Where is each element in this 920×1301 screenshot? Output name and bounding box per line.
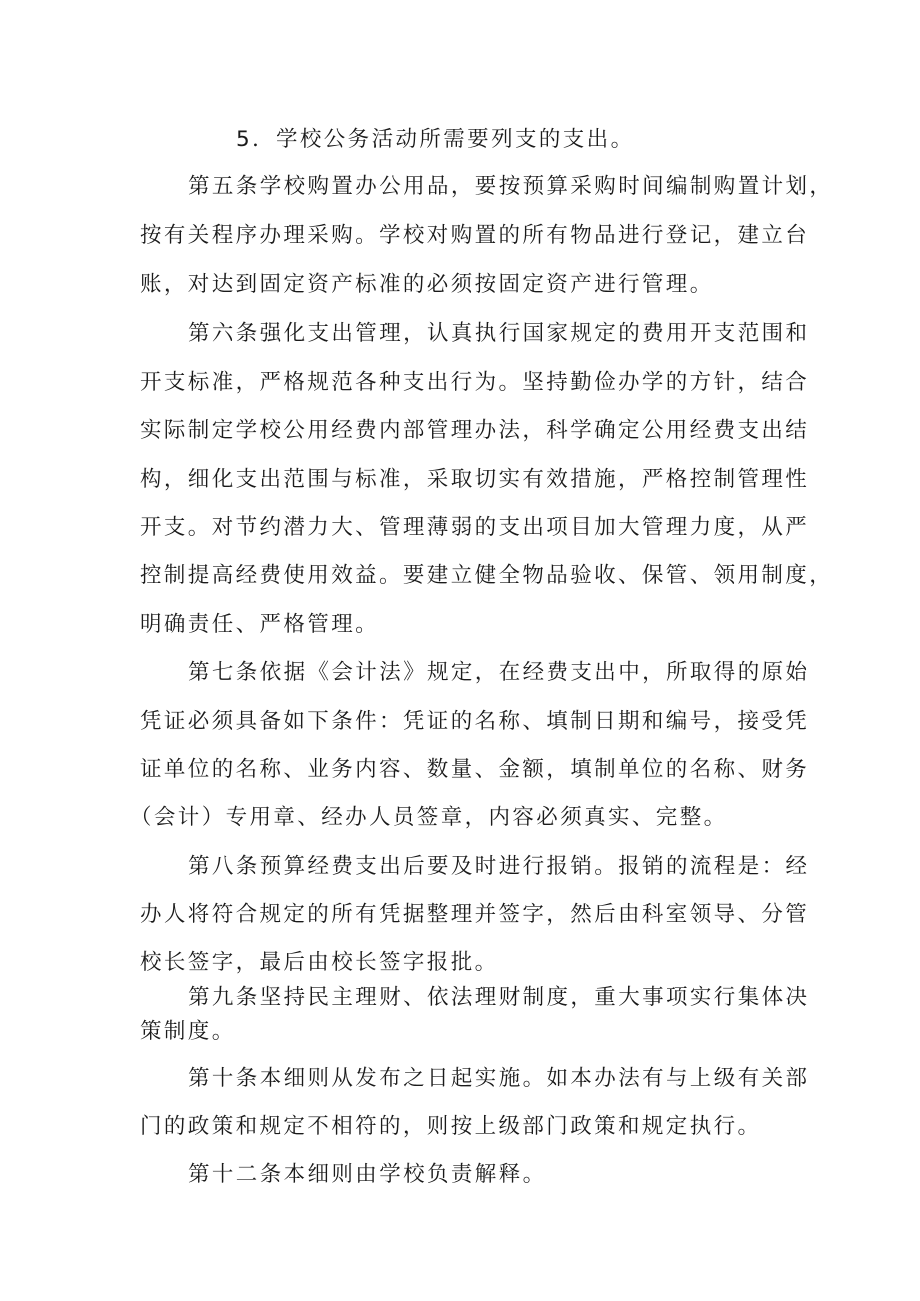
article-5-line-3: 账，对达到固定资产标准的必须按固定资产进行管理。 <box>140 272 714 297</box>
article-7-line-3: 证单位的名称、业务内容、数量、金额，填制单位的名称、财务 <box>140 757 810 782</box>
article-6-line-5: 开支。对节约潜力大、管理薄弱的支出项目加大管理力度，从严 <box>140 515 810 540</box>
article-7-line-1: 第七条依据《会计法》规定，在经费支出中，所取得的原始 <box>188 660 810 685</box>
article-5-line-2: 按有关程序办理采购。学校对购置的所有物品进行登记，建立台 <box>140 223 810 248</box>
article-8-line-2: 办人将符合规定的所有凭据整理并签字，然后由科室领导、分管 <box>140 902 810 927</box>
article-7-line-4: （会计）专用章、经办人员签章，内容必须真实、完整。 <box>130 805 728 830</box>
article-6-line-6: 控制提高经费使用效益。要建立健全物品验收、保管、领用制度， <box>140 563 834 588</box>
article-12-line-1: 第十二条本细则由学校负责解释。 <box>188 1162 547 1187</box>
article-10-line-2: 门的政策和规定不相符的，则按上级部门政策和规定执行。 <box>140 1114 762 1139</box>
article-6-line-4: 构，细化支出范围与标准，采取切实有效措施，严格控制管理性 <box>140 467 810 492</box>
article-7-line-2: 凭证必须具备如下条件：凭证的名称、填制日期和编号，接受凭 <box>140 709 810 734</box>
article-9-line-2: 策制度。 <box>140 1019 236 1044</box>
article-8-line-1: 第八条预算经费支出后要及时进行报销。报销的流程是：经 <box>188 854 810 879</box>
article-9-line-1: 第九条坚持民主理财、依法理财制度，重大事项实行集体决 <box>188 985 810 1010</box>
article-10-line-1: 第十条本细则从发布之日起实施。如本办法有与上级有关部 <box>188 1066 810 1091</box>
article-6-line-2: 开支标准，严格规范各种支出行为。坚持勤俭办学的方针，结合 <box>140 370 810 395</box>
article-6-line-1: 第六条强化支出管理，认真执行国家规定的费用开支范围和 <box>188 321 810 346</box>
text-line-item-5: 5．学校公务活动所需要列支的支出。 <box>236 127 635 152</box>
article-5-line-1: 第五条学校购置办公用品，要按预算采购时间编制购置计划， <box>188 174 834 199</box>
article-8-line-3: 校长签字，最后由校长签字报批。 <box>140 950 499 975</box>
article-6-line-3: 实际制定学校公用经费内部管理办法，科学确定公用经费支出结 <box>140 418 810 443</box>
article-6-line-7: 明确责任、严格管理。 <box>140 612 380 637</box>
